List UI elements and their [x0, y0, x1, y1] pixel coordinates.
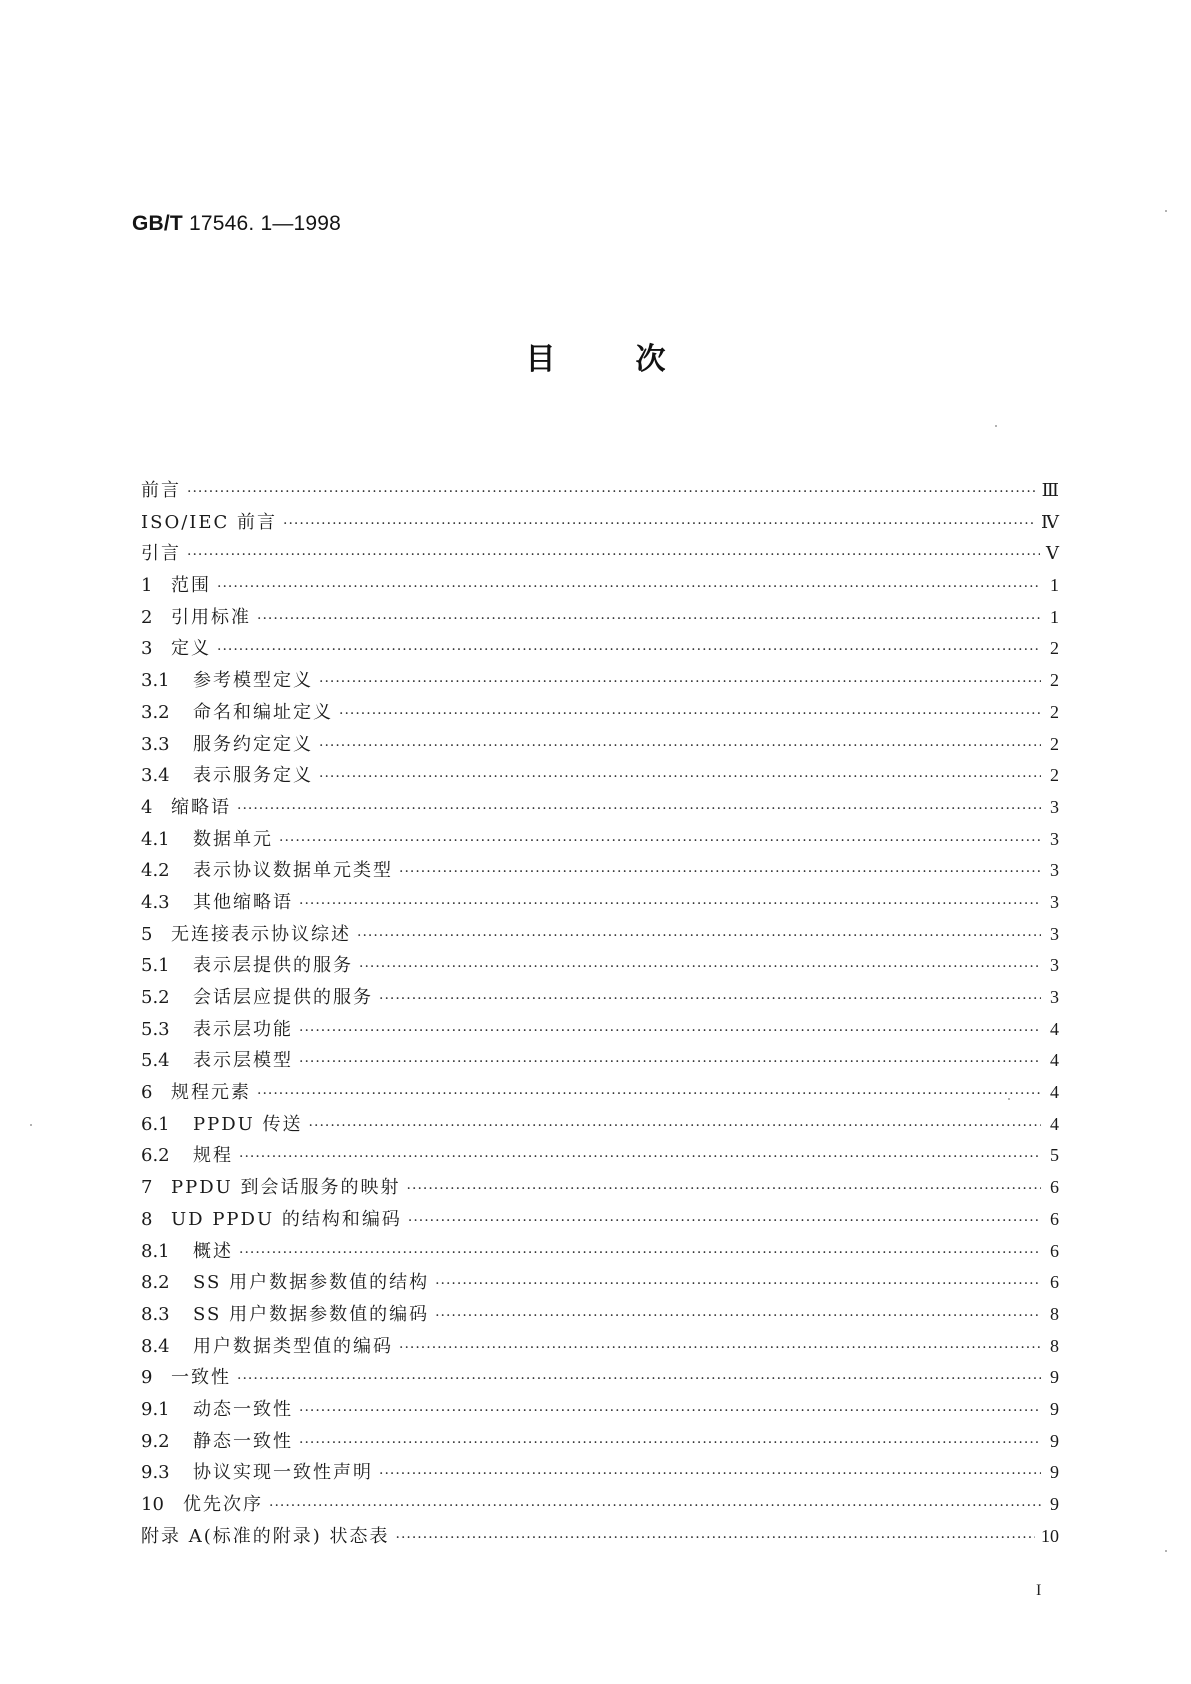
toc-entry-page: 3 [1050, 891, 1059, 912]
dot-leader [299, 1403, 1041, 1419]
toc-entry-number: 4.3 [141, 891, 170, 913]
dot-leader [399, 864, 1041, 880]
dot-leader [319, 769, 1041, 785]
dot-leader [309, 1118, 1041, 1134]
dot-leader [396, 1530, 1036, 1546]
toc-entry-number: 3.2 [141, 701, 170, 723]
toc-entry-page: 2 [1050, 701, 1059, 722]
toc-entry[interactable] [141, 1458, 1059, 1490]
toc-entry-title: 用户数据类型值的编码 [193, 1335, 393, 1357]
toc-entry-title: 静态一致性 [193, 1430, 293, 1452]
toc-entry-title: 附录 A(标准的附录) 状态表 [141, 1525, 390, 1547]
toc-entry-page: 9 [1050, 1462, 1059, 1483]
toc-entry-title: 规程元素 [171, 1082, 251, 1104]
toc-entry[interactable] [141, 920, 1059, 952]
toc-entry-number: 4.2 [141, 860, 170, 882]
toc-entry-number: 3 [141, 638, 153, 660]
toc-entry-title: 参考模型定义 [193, 670, 313, 692]
toc-entry-number: 5.2 [141, 987, 170, 1008]
page-title: 目次 [525, 342, 746, 377]
toc-entry-number: 6 [141, 1082, 153, 1104]
toc-entry[interactable] [141, 761, 1059, 793]
toc-entry-number: 9 [141, 1367, 153, 1389]
toc-entry-number: 6.2 [141, 1145, 170, 1167]
toc-entry[interactable] [141, 698, 1059, 730]
toc-entry[interactable] [141, 888, 1059, 920]
toc-entry-number: 3.4 [141, 765, 170, 787]
dot-leader [299, 1023, 1041, 1039]
toc-entry-title: 协议实现一致性声明 [193, 1462, 373, 1484]
toc-entry-number: 6.1 [141, 1113, 170, 1135]
toc-entry-number: 5.1 [141, 955, 170, 977]
dot-leader [279, 833, 1041, 849]
toc-entry-number: 8.4 [141, 1335, 170, 1357]
toc-entry-number: 4 [141, 796, 153, 818]
page-number: I [1036, 1582, 1042, 1599]
toc-entry-title: 概述 [193, 1240, 233, 1262]
toc-entry[interactable] [141, 1078, 1059, 1110]
toc-entry-page: 2 [1050, 733, 1059, 754]
toc-entry-page: 6 [1050, 1240, 1059, 1261]
toc-entry[interactable] [141, 983, 1059, 1015]
toc-entry[interactable] [141, 1300, 1059, 1332]
toc-entry-number: 9.3 [141, 1462, 170, 1484]
dot-leader [379, 1466, 1041, 1482]
scan-speck [995, 425, 997, 427]
toc-entry-title: PPDU 传送 [193, 1113, 303, 1135]
toc-entry-title: 数据单元 [193, 828, 273, 850]
toc-entry-title: 表示服务定义 [193, 765, 313, 787]
toc-entry[interactable] [141, 1268, 1059, 1300]
toc-entry[interactable] [141, 666, 1059, 698]
dot-leader [319, 738, 1041, 754]
dot-leader [257, 611, 1041, 627]
toc-entry[interactable] [141, 951, 1059, 983]
toc-entry[interactable] [141, 571, 1059, 603]
toc-entry[interactable] [141, 539, 1059, 571]
toc-entry-page: 8 [1050, 1335, 1059, 1356]
dot-leader [239, 1245, 1041, 1261]
toc-entry-page: 9 [1050, 1430, 1059, 1451]
toc-entry-page: 1 [1050, 606, 1059, 627]
toc-entry-number: 8.1 [141, 1240, 170, 1262]
toc-entry-page: 3 [1050, 923, 1059, 944]
scan-speck [1008, 1098, 1010, 1100]
toc-entry-number: 1 [141, 575, 153, 597]
dot-leader [283, 516, 1035, 532]
toc-entry[interactable] [141, 603, 1059, 635]
standard-code-prefix: GB/T [132, 212, 183, 235]
toc-entry-title: SS 用户数据参数值的编码 [193, 1303, 430, 1325]
toc-entry-number: 5.3 [141, 1018, 170, 1040]
toc-entry-page: 3 [1050, 828, 1059, 849]
toc-entry-page: 6 [1050, 1177, 1059, 1198]
toc-entry-page: 5 [1050, 1145, 1059, 1166]
toc-entry-title: 表示层功能 [193, 1018, 293, 1040]
toc-entry-title: 动态一致性 [193, 1398, 293, 1420]
toc-entry[interactable] [141, 1141, 1059, 1173]
toc-entry-page: 1 [1050, 575, 1059, 596]
toc-entry-title: 表示层模型 [193, 1050, 293, 1072]
toc-entry[interactable] [141, 1522, 1059, 1554]
toc-entry-number: 9.2 [141, 1430, 170, 1452]
toc-entry-title: 一致性 [171, 1367, 231, 1389]
dot-leader [217, 579, 1041, 595]
toc-entry-number: 2 [141, 606, 153, 628]
toc-entry-number: 9.1 [141, 1398, 170, 1420]
toc-entry-number: 4.1 [141, 828, 170, 850]
dot-leader [237, 801, 1041, 817]
toc-entry[interactable] [141, 730, 1059, 762]
toc-entry[interactable] [141, 1046, 1059, 1078]
toc-entry-page: 4 [1050, 1018, 1059, 1039]
dot-leader [379, 991, 1041, 1007]
dot-leader [237, 1371, 1041, 1387]
toc-entry-page: Ⅳ [1041, 511, 1059, 532]
scan-speck [1165, 210, 1167, 212]
toc-entry-page: 3 [1050, 860, 1059, 881]
dot-leader [407, 1181, 1041, 1197]
toc-entry[interactable] [141, 1332, 1059, 1364]
toc-entry-title: 引用标准 [171, 606, 251, 628]
dot-leader [339, 706, 1041, 722]
dot-leader [435, 1276, 1041, 1292]
toc-entry[interactable] [141, 1237, 1059, 1269]
toc-entry-title: 无连接表示协议综述 [171, 923, 351, 945]
dot-leader [399, 1340, 1041, 1356]
dot-leader [299, 1054, 1041, 1070]
toc-entry-title: 范围 [171, 575, 211, 597]
toc-entry-page: 9 [1050, 1367, 1059, 1388]
toc-entry-page: 6 [1050, 1272, 1059, 1293]
toc-entry-page: 3 [1050, 987, 1059, 1007]
toc-entry[interactable] [141, 856, 1059, 888]
toc-entry-title: SS 用户数据参数值的结构 [193, 1272, 430, 1294]
toc-entry[interactable] [141, 1395, 1059, 1427]
toc-entry[interactable] [141, 1490, 1059, 1522]
toc-entry-title: 优先次序 [183, 1494, 263, 1515]
toc-entry-number: 3.1 [141, 670, 170, 692]
toc-entry-number: 5 [141, 923, 153, 945]
toc-entry-page: 3 [1050, 955, 1059, 976]
toc-entry[interactable] [141, 476, 1059, 508]
toc-entry-title: 其他缩略语 [193, 891, 293, 913]
toc-entry-title: 表示协议数据单元类型 [193, 860, 393, 882]
toc-entry-title: 表示层提供的服务 [193, 955, 353, 977]
toc-entry-page: 8 [1050, 1303, 1059, 1324]
toc-entry[interactable] [141, 1015, 1059, 1047]
toc-entry-title: 缩略语 [171, 796, 231, 818]
toc-entry-number: 8.2 [141, 1272, 170, 1294]
toc-entry-page: 2 [1050, 670, 1059, 691]
dot-leader [435, 1308, 1041, 1324]
toc-entry[interactable] [141, 793, 1059, 825]
dot-leader [239, 1149, 1041, 1165]
toc-entry-title: ISO/IEC 前言 [141, 511, 278, 533]
toc-entry[interactable] [141, 825, 1059, 857]
toc-entry-page: 6 [1050, 1208, 1059, 1229]
toc-entry-page: 4 [1050, 1082, 1059, 1103]
toc-entry-page: 2 [1050, 638, 1059, 659]
toc-entry-title: 定义 [171, 638, 211, 660]
toc-entry-number: 5.4 [141, 1050, 170, 1072]
dot-leader [299, 896, 1041, 912]
toc-entry-title: 前言 [141, 480, 181, 501]
toc-entry-page: 9 [1050, 1398, 1059, 1419]
toc-entry-number: 8 [141, 1208, 153, 1230]
scan-speck [30, 1124, 32, 1126]
dot-leader [299, 1435, 1041, 1451]
dot-leader [319, 674, 1041, 690]
toc-entry-title: PPDU 到会话服务的映射 [171, 1177, 401, 1199]
dot-leader [257, 1086, 1041, 1102]
toc-entry[interactable] [141, 1363, 1059, 1395]
toc-entry[interactable] [141, 634, 1059, 666]
toc-entry-title: 服务约定定义 [193, 733, 313, 755]
toc-entry-page: 4 [1050, 1113, 1059, 1134]
toc-entry-page: Ⅲ [1041, 480, 1059, 500]
dot-leader [187, 484, 1036, 500]
toc-entry[interactable] [141, 1110, 1059, 1142]
toc-entry[interactable] [141, 1205, 1059, 1237]
toc-entry-page: 10 [1041, 1525, 1059, 1546]
table-of-contents [141, 476, 1059, 1553]
toc-entry-page: 3 [1050, 796, 1059, 817]
toc-entry-number: 7 [141, 1177, 153, 1199]
toc-entry-number: 8.3 [141, 1303, 170, 1325]
toc-entry-title: 规程 [193, 1145, 233, 1167]
toc-entry-page: 9 [1050, 1494, 1059, 1514]
toc-entry-page: 4 [1050, 1050, 1059, 1071]
toc-entry-title: 引言 [141, 543, 181, 565]
toc-entry[interactable] [141, 508, 1059, 540]
toc-entry-number: 3.3 [141, 733, 170, 755]
dot-leader [357, 928, 1041, 944]
dot-leader [408, 1213, 1041, 1229]
toc-entry-page: 2 [1050, 765, 1059, 786]
dot-leader [269, 1498, 1041, 1514]
toc-entry-page: Ⅴ [1046, 543, 1059, 564]
toc-entry-number: 10 [141, 1494, 164, 1515]
scan-speck [1165, 1550, 1167, 1552]
dot-leader [359, 959, 1041, 975]
toc-entry-title: UD PPDU 的结构和编码 [171, 1208, 402, 1230]
dot-leader [187, 547, 1040, 563]
toc-entry-title: 命名和编址定义 [193, 701, 333, 723]
standard-code [132, 212, 341, 236]
toc-entry-title: 会话层应提供的服务 [193, 987, 373, 1008]
dot-leader [217, 642, 1041, 658]
toc-entry[interactable] [141, 1427, 1059, 1459]
toc-entry[interactable] [141, 1173, 1059, 1205]
standard-code-number: 17546. 1—1998 [182, 212, 342, 235]
